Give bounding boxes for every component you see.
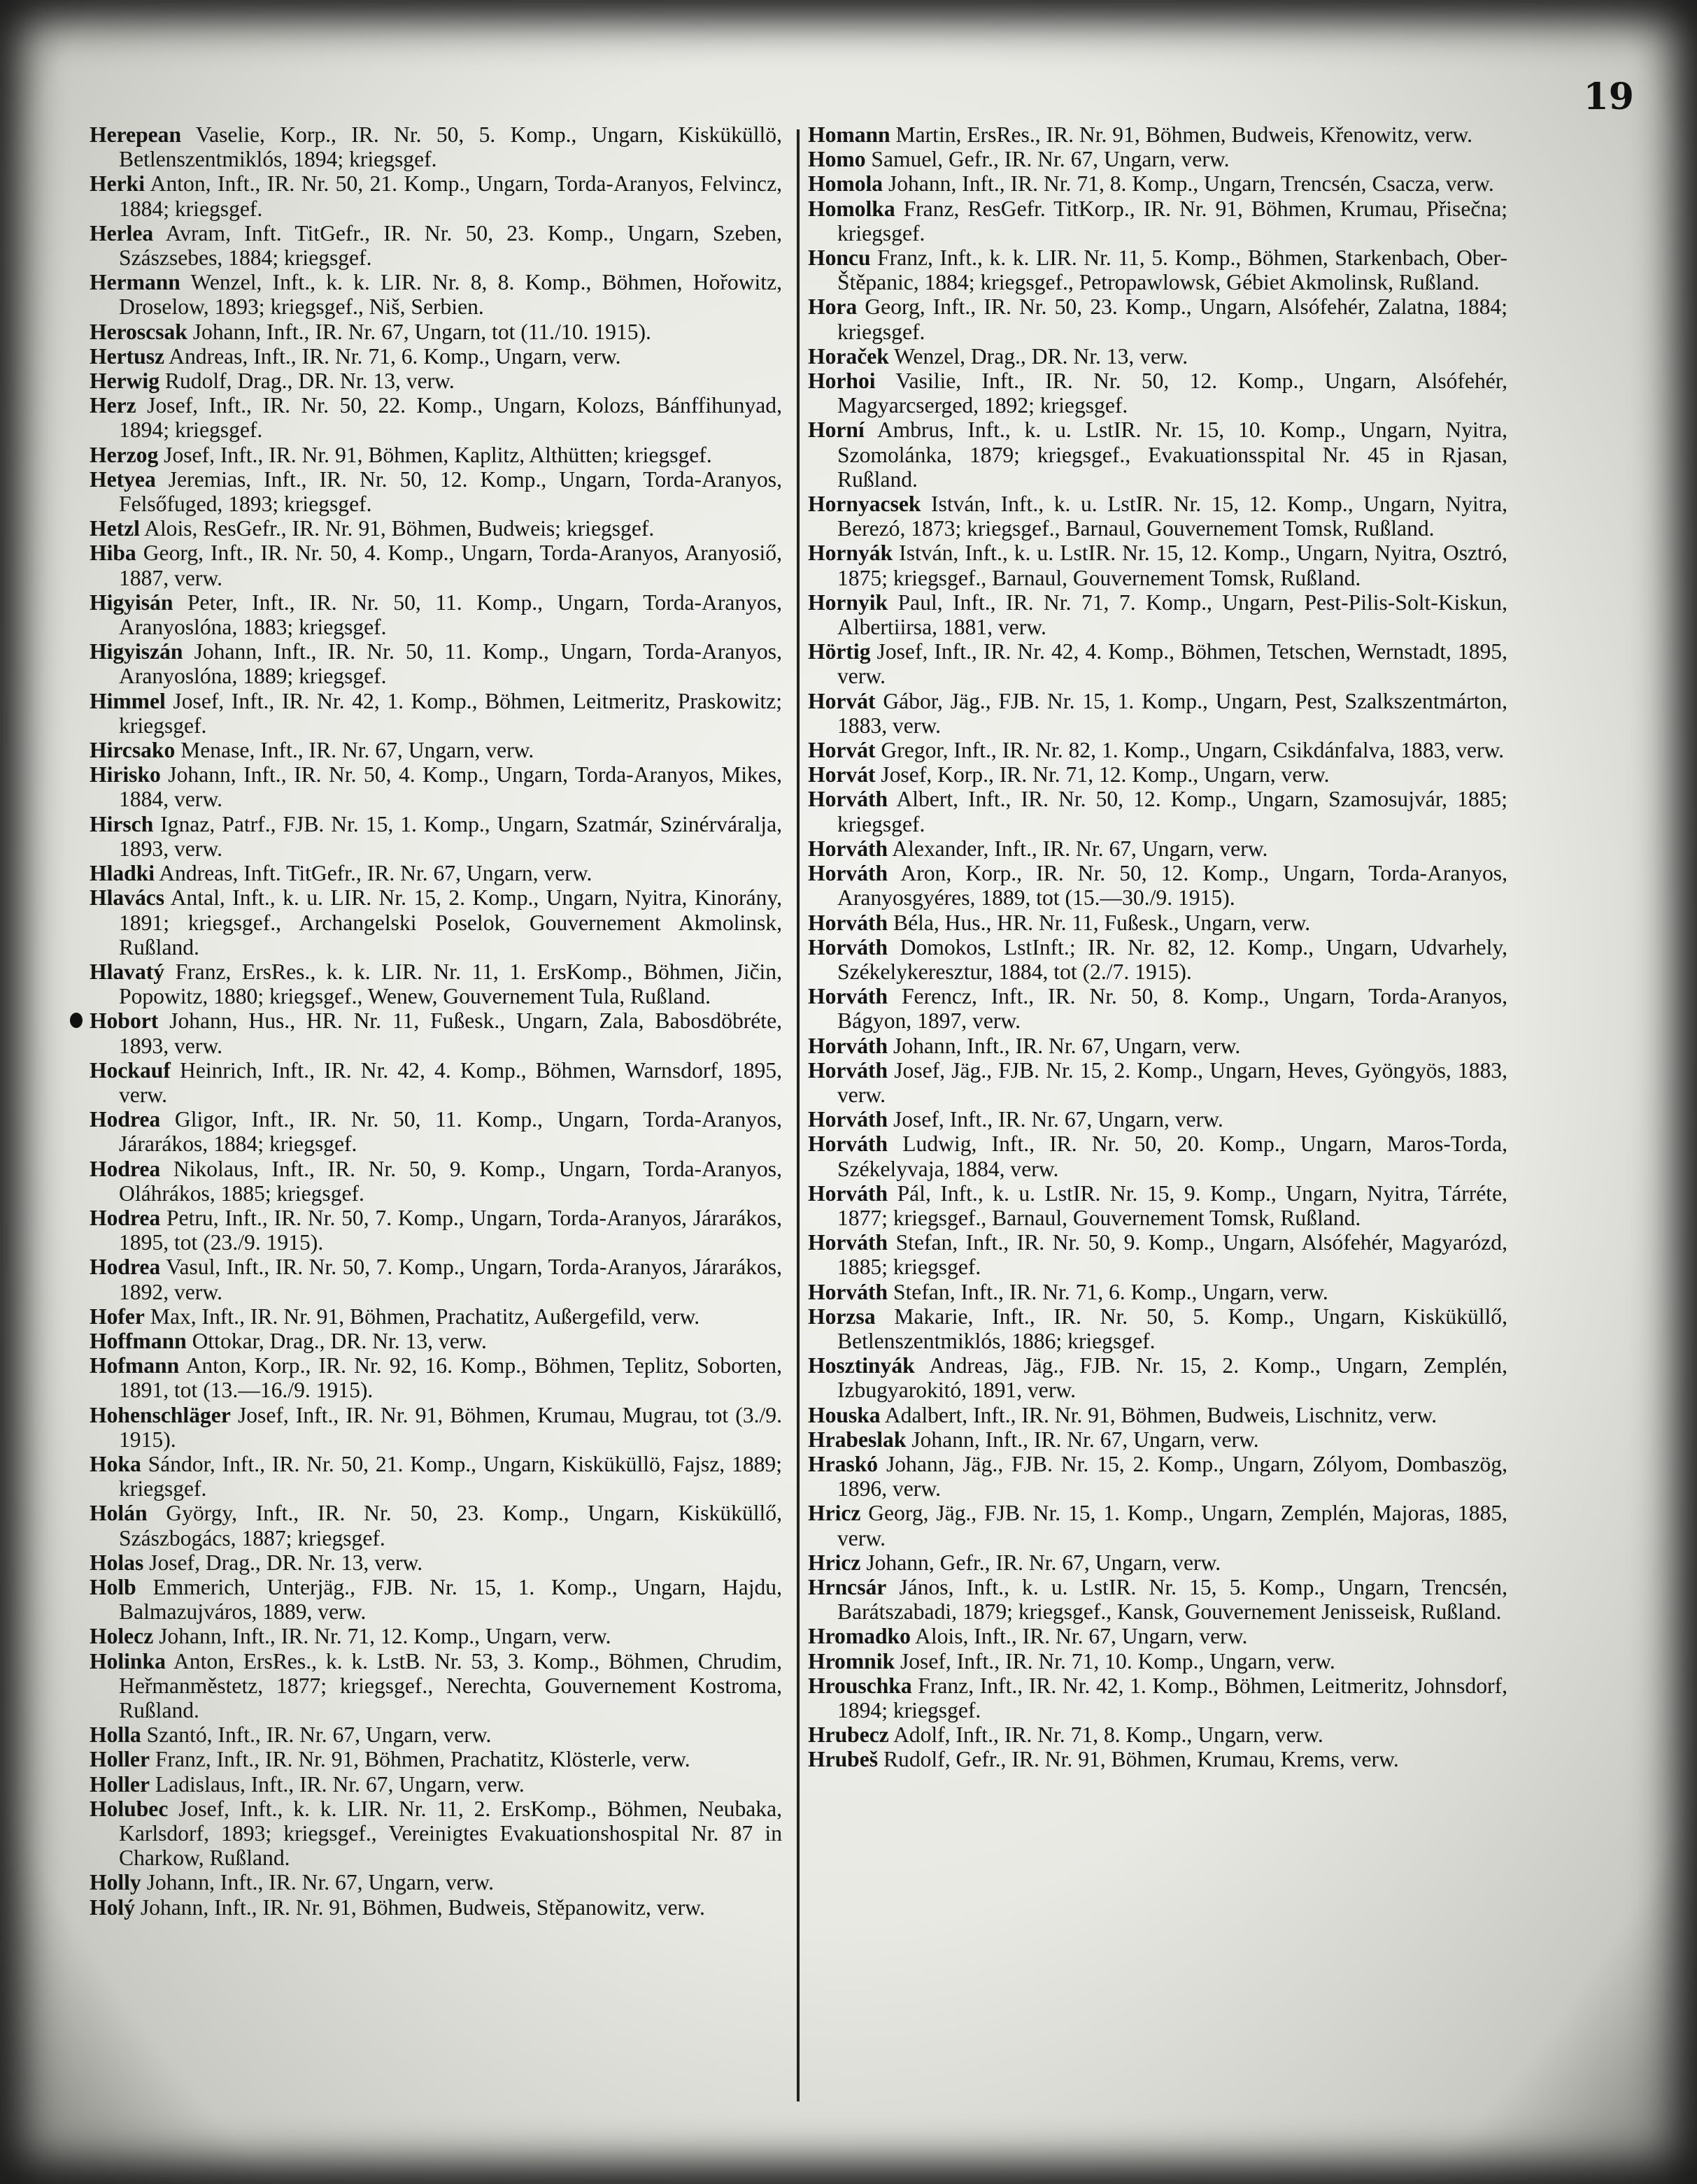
entry-details: Vasul, Inft., IR. Nr. 50, 7. Komp., Ungarn, Torda-Aranyos, Járarákos, 1892, verw. — [119, 1255, 782, 1304]
entry-details: Nikolaus, Inft., IR. Nr. 50, 9. Komp., Ungarn, Torda-Aranyos, Oláhrákos, 1885; kriegsgef. — [119, 1156, 782, 1206]
entry-details: Pál, Inft., k. u. LstIR. Nr. 15, 9. Komp., Ungarn, Nyitra, Tárréte, 1877; kriegsgef., Barnaul, Gouvernement Tomsk, Rußland. — [837, 1180, 1507, 1230]
entry-details: Johann, Inft., IR. Nr. 67, Ungarn, verw. — [888, 1033, 1241, 1058]
entry-details: Georg, Jäg., FJB. Nr. 15, 1. Komp., Ungarn, Zemplén, Majoras, 1885, verw. — [837, 1501, 1507, 1550]
entry-surname: Horváth — [808, 836, 888, 861]
entry-surname: Herlea — [90, 220, 154, 245]
entry-surname: Horváth — [808, 934, 888, 959]
register-entry — [90, 1206, 782, 1255]
entry-surname: Horváth — [808, 910, 888, 935]
register-entry — [808, 836, 1507, 861]
entry-surname: Hockauf — [90, 1057, 171, 1083]
entry-surname: Hetyea — [90, 466, 156, 492]
register-entry — [808, 417, 1507, 492]
register-entry — [90, 1870, 782, 1894]
entry-surname: Hraskó — [808, 1451, 879, 1476]
entry-surname: Hodrea — [90, 1255, 161, 1280]
entry-details: Ladislaus, Inft., IR. Nr. 67, Ungarn, verw. — [149, 1771, 525, 1797]
entry-details: Makarie, Inft., IR. Nr. 50, 5. Komp., Ungarn, Kisküküllő, Betlenszentmiklós, 1886; kriegsgef. — [837, 1304, 1507, 1353]
entry-details: Martin, ErsRes., IR. Nr. 91, Böhmen, Budweis, Křenowitz, verw. — [890, 122, 1473, 147]
register-entry — [808, 1230, 1507, 1279]
entry-surname: Holý — [90, 1894, 135, 1920]
register-entry — [90, 1772, 782, 1797]
entry-surname: Hirsch — [90, 811, 154, 836]
right-column — [808, 122, 1507, 1772]
entry-details: Franz, Inft., IR. Nr. 42, 1. Komp., Böhmen, Leitmeritz, Johnsdorf, 1894; kriegsgef. — [837, 1673, 1507, 1722]
register-entry — [90, 639, 782, 688]
entry-surname: Hromadko — [808, 1624, 911, 1649]
page-number: 19 — [1583, 76, 1634, 118]
entry-surname: Horzsa — [808, 1304, 876, 1329]
entry-surname: Hiba — [90, 541, 136, 566]
entry-surname: Hornyacsek — [808, 492, 921, 517]
entry-details: Adolf, Inft., IR. Nr. 71, 8. Komp., Ungarn, verw. — [888, 1722, 1323, 1748]
left-column — [90, 122, 782, 1920]
entry-surname: Holler — [90, 1747, 150, 1772]
entry-surname: Hricz — [808, 1501, 861, 1526]
entry-details: János, Inft., k. u. LstIR. Nr. 15, 5. Komp., Ungarn, Trencsén, Barátszabadi, 1879; kriegsgef., Kansk, Gouvernement Jenisseisk, Rußland. — [837, 1574, 1507, 1625]
register-entry — [90, 393, 782, 442]
register-entry — [90, 320, 782, 344]
entry-surname: Himmel — [90, 688, 166, 713]
entry-details: Josef, Korp., IR. Nr. 71, 12. Komp., Ungarn, verw. — [875, 762, 1330, 787]
entry-details: Franz, ErsRes., k. k. LIR. Nr. 11, 1. ErsKomp., Böhmen, Jičin, Popowitz, 1880; kriegsgef., Wenew, Gouvernement Tula, Rußland. — [119, 959, 782, 1009]
entry-details: Andreas, Inft., IR. Nr. 71, 6. Komp., Ungarn, verw. — [164, 343, 621, 369]
entry-surname: Hetzl — [90, 516, 140, 541]
entry-surname: Herki — [90, 171, 145, 197]
entry-details: Domokos, LstInft.; IR. Nr. 82, 12. Komp., Ungarn, Udvarhely, Székelykeresztur, 1884, tot (2./7. 1915). — [837, 934, 1507, 984]
entry-surname: Horváth — [808, 1107, 888, 1132]
entry-surname: Hobort — [90, 1008, 159, 1034]
register-entry — [808, 1624, 1507, 1648]
entry-details: Menase, Inft., IR. Nr. 67, Ungarn, verw. — [175, 738, 534, 763]
entry-details: Ignaz, Patrf., FJB. Nr. 15, 1. Komp., Ungarn, Szatmár, Szinérváralja, 1893, verw. — [119, 811, 782, 861]
entry-surname: Homolka — [808, 196, 895, 221]
entry-details: Josef, Inft., IR. Nr. 67, Ungarn, verw. — [888, 1107, 1223, 1132]
entry-surname: Hrubeš — [808, 1747, 879, 1772]
register-entry — [90, 1575, 782, 1624]
register-entry — [90, 541, 782, 590]
entry-surname: Herepean — [90, 122, 182, 147]
entry-details: Ottokar, Drag., DR. Nr. 13, verw. — [186, 1328, 487, 1353]
entry-surname: Hermann — [90, 270, 180, 295]
entry-details: Anton, Korp., IR. Nr. 92, 16. Komp., Böhmen, Teplitz, Soborten, 1891, tot (13.—16./9. 1915). — [119, 1353, 782, 1403]
register-entry — [808, 689, 1507, 738]
register-entry — [90, 1747, 782, 1771]
register-entry — [90, 1008, 782, 1057]
entry-surname: Hodrea — [90, 1205, 161, 1230]
entry-details: Rudolf, Gefr., IR. Nr. 91, Böhmen, Krumau, Krems, verw. — [878, 1747, 1399, 1772]
register-entry — [808, 197, 1507, 245]
register-entry — [808, 1722, 1507, 1747]
register-entry — [808, 1107, 1507, 1132]
entry-surname: Holinka — [90, 1648, 166, 1673]
register-entry — [90, 762, 782, 811]
entry-details: Josef, Inft., IR. Nr. 71, 10. Komp., Ungarn, verw. — [895, 1648, 1335, 1673]
register-entry — [808, 1501, 1507, 1550]
entry-surname: Horváth — [808, 984, 888, 1009]
register-entry — [90, 1649, 782, 1723]
entry-details: Gábor, Jäg., FJB. Nr. 15, 1. Komp., Ungarn, Pest, Szalkszentmárton, 1883, verw. — [837, 688, 1507, 738]
entry-details: Wenzel, Drag., DR. Nr. 13, verw. — [888, 343, 1188, 369]
register-entry — [808, 861, 1507, 910]
entry-surname: Hertusz — [90, 343, 165, 369]
entry-details: Alexander, Inft., IR. Nr. 67, Ungarn, verw. — [888, 836, 1268, 861]
entry-details: Josef, Inft., IR. Nr. 42, 1. Komp., Böhmen, Leitmeritz, Praskowitz; kriegsgef. — [119, 688, 782, 738]
register-entry — [90, 1722, 782, 1747]
register-entry — [90, 738, 782, 762]
register-entry — [90, 1329, 782, 1353]
entry-details: Josef, Inft., k. k. LIR. Nr. 11, 2. ErsKomp., Böhmen, Neubaka, Karlsdorf, 1893; kriegsgef., Vereinigtes Evakuationshospital Nr. 87 in Charkow, Rußland. — [119, 1796, 782, 1871]
entry-details: Johann, Inft., IR. Nr. 71, 12. Komp., Ungarn, verw. — [153, 1624, 611, 1649]
entry-surname: Horhoi — [808, 369, 876, 394]
register-entry — [808, 369, 1507, 417]
register-entry — [90, 885, 782, 959]
entry-details: Stefan, Inft., IR. Nr. 71, 6. Komp., Ungarn, verw. — [888, 1279, 1328, 1304]
register-entry — [808, 787, 1507, 836]
entry-surname: Hofmann — [90, 1353, 180, 1378]
entry-details: Max, Inft., IR. Nr. 91, Böhmen, Prachatitz, Außergefild, verw. — [144, 1304, 700, 1329]
register-entry — [90, 171, 782, 220]
entry-details: Johann, Inft., IR. Nr. 71, 8. Komp., Ungarn, Trencsén, Csacza, verw. — [883, 171, 1494, 197]
entry-surname: Heroscsak — [90, 319, 187, 344]
register-entry — [90, 1452, 782, 1501]
entry-surname: Horváth — [808, 1279, 888, 1304]
register-entry — [808, 1058, 1507, 1107]
entry-details: Adalbert, Inft., IR. Nr. 91, Böhmen, Budweis, Lischnitz, verw. — [880, 1402, 1437, 1427]
register-entry — [808, 492, 1507, 541]
entry-details: Alois, ResGefr., IR. Nr. 91, Böhmen, Budweis; kriegsgef. — [139, 516, 655, 541]
entry-surname: Higyiszán — [90, 639, 183, 664]
register-entry — [808, 1403, 1507, 1427]
entry-surname: Herwig — [90, 369, 160, 394]
entry-details: Wenzel, Inft., k. k. LIR. Nr. 8, 8. Komp., Böhmen, Hořowitz, Droselow, 1893; kriegsgef., Niš, Serbien. — [119, 270, 782, 320]
register-entry — [808, 1034, 1507, 1058]
entry-surname: Herzog — [90, 442, 159, 467]
register-entry — [808, 911, 1507, 935]
register-entry — [90, 1058, 782, 1107]
entry-surname: Holly — [90, 1870, 141, 1895]
entry-surname: Hora — [808, 294, 858, 320]
register-entry — [808, 1673, 1507, 1722]
entry-details: Ludwig, Inft., IR. Nr. 50, 20. Komp., Ungarn, Maros-Torda, Székelyvaja, 1884, verw. — [837, 1132, 1507, 1181]
entry-details: Josef, Drag., DR. Nr. 13, verw. — [143, 1550, 423, 1575]
register-entry — [90, 861, 782, 885]
register-entry — [90, 1403, 782, 1452]
entry-surname: Hrabeslak — [808, 1427, 907, 1452]
entry-details: Aron, Korp., IR. Nr. 50, 12. Komp., Ungarn, Torda-Aranyos, Aranyosgyéres, 1889, tot (15.—30./9. 1915). — [837, 861, 1507, 911]
register-entry — [808, 984, 1507, 1033]
entry-surname: Holecz — [90, 1624, 154, 1649]
register-entry — [808, 1280, 1507, 1304]
entry-details: Gligor, Inft., IR. Nr. 50, 11. Komp., Ungarn, Torda-Aranyos, Járarákos, 1884; kriegsgef. — [119, 1107, 782, 1157]
entry-details: Johann, Inft., IR. Nr. 50, 4. Komp., Ungarn, Torda-Aranyos, Mikes, 1884, verw. — [119, 762, 782, 812]
entry-details: Petru, Inft., IR. Nr. 50, 7. Komp., Ungarn, Torda-Aranyos, Járarákos, 1895, tot (23./9. 1915). — [119, 1205, 782, 1255]
entry-details: Samuel, Gefr., IR. Nr. 67, Ungarn, verw. — [865, 147, 1230, 172]
entry-details: Stefan, Inft., IR. Nr. 50, 9. Komp., Ungarn, Alsófehér, Magyarózd, 1885; kriegsgef. — [837, 1230, 1507, 1280]
entry-details: Josef, Inft., IR. Nr. 42, 4. Komp., Böhmen, Tetschen, Wernstadt, 1895, verw. — [837, 639, 1507, 689]
entry-details: Albert, Inft., IR. Nr. 50, 12. Komp., Ungarn, Szamosujvár, 1885; kriegsgef. — [837, 787, 1507, 836]
entry-surname: Hlavács — [90, 885, 165, 911]
entry-surname: Homann — [808, 122, 890, 147]
entry-surname: Horváth — [808, 1230, 888, 1255]
entry-surname: Holubec — [90, 1796, 169, 1821]
entry-details: Johann, Gefr., IR. Nr. 67, Ungarn, verw. — [860, 1550, 1221, 1575]
register-entry — [90, 443, 782, 467]
register-entry — [90, 122, 782, 171]
entry-surname: Houska — [808, 1402, 881, 1427]
register-entry — [808, 1649, 1507, 1673]
register-entry — [808, 1452, 1507, 1501]
entry-surname: Homo — [808, 147, 866, 172]
entry-details: Johann, Inft., IR. Nr. 91, Böhmen, Budweis, Stěpanowitz, verw. — [134, 1894, 705, 1920]
entry-details: Josef, Inft., IR. Nr. 50, 22. Komp., Ungarn, Kolozs, Bánffihunyad, 1894; kriegsgef. — [119, 393, 782, 443]
entry-surname: Holas — [90, 1550, 144, 1575]
entry-surname: Hirisko — [90, 762, 161, 787]
entry-details: István, Inft., k. u. LstIR. Nr. 15, 12. Komp., Ungarn, Nyitra, Osztró, 1875; kriegsgef., Barnaul, Gouvernement Tomsk, Rußland. — [837, 541, 1507, 590]
entry-surname: Homola — [808, 171, 883, 197]
entry-surname: Hircsako — [90, 738, 176, 763]
entry-details: Franz, ResGefr. TitKorp., IR. Nr. 91, Böhmen, Krumau, Přisečna; kriegsgef. — [837, 196, 1507, 245]
entry-details: Ambrus, Inft., k. u. LstIR. Nr. 15, 10. Komp., Ungarn, Nyitra, Szomolánka, 1879; kriegsgef., Evakuationsspital Nr. 45 in Rjasan, Rußland. — [837, 417, 1507, 492]
register-entry — [808, 1304, 1507, 1353]
register-entry — [90, 1255, 782, 1304]
entry-details: Johann, Jäg., FJB. Nr. 15, 2. Komp., Ungarn, Zólyom, Dombaszög, 1896, verw. — [837, 1451, 1507, 1501]
entry-details: Johann, Inft., IR. Nr. 50, 11. Komp., Ungarn, Torda-Aranyos, Aranyoslóna, 1889; kriegsgef. — [119, 639, 782, 689]
register-entry — [808, 344, 1507, 369]
entry-details: Ferencz, Inft., IR. Nr. 50, 8. Komp., Ungarn, Torda-Aranyos, Bágyon, 1897, verw. — [837, 984, 1507, 1034]
entry-details: Andreas, Inft. TitGefr., IR. Nr. 67, Ungarn, verw. — [155, 861, 592, 886]
entry-surname: Hrncsár — [808, 1574, 887, 1599]
register-entry — [808, 1550, 1507, 1575]
register-entry — [90, 590, 782, 639]
register-entry — [90, 1797, 782, 1871]
entry-surname: Hoffmann — [90, 1328, 187, 1353]
register-entry — [808, 738, 1507, 762]
register-entry — [808, 147, 1507, 171]
register-entry — [808, 1427, 1507, 1452]
entry-details: Vasilie, Inft., IR. Nr. 50, 12. Komp., Ungarn, Alsófehér, Magyarcserged, 1892; kriegsgef. — [837, 369, 1507, 418]
entry-details: Josef, Inft., IR. Nr. 91, Böhmen, Krumau, Mugrau, tot (3./9. 1915). — [119, 1402, 782, 1452]
entry-details: Avram, Inft. TitGefr., IR. Nr. 50, 23. Komp., Ungarn, Szeben, Szászsebes, 1884; kriegsgef. — [119, 220, 782, 271]
register-entry — [90, 1353, 782, 1402]
register-entry — [90, 369, 782, 393]
register-entry — [90, 467, 782, 516]
register-entry — [808, 935, 1507, 984]
entry-details: Johann, Inft., IR. Nr. 67, Ungarn, verw. — [141, 1870, 494, 1895]
entry-details: Rudolf, Drag., DR. Nr. 13, verw. — [159, 369, 455, 394]
entry-details: Gregor, Inft., IR. Nr. 82, 1. Komp., Ungarn, Csikdánfalva, 1883, verw. — [875, 738, 1505, 763]
register-entry — [90, 812, 782, 861]
register-entry — [90, 221, 782, 270]
entry-details: Franz, Inft., k. k. LIR. Nr. 11, 5. Komp., Böhmen, Starkenbach, Ober-Štěpanic, 1884; kriegsgef., Petropawlowsk, Gébiet Akmolinsk, Rußland. — [837, 245, 1507, 295]
entry-details: Georg, Inft., IR. Nr. 50, 4. Komp., Ungarn, Torda-Aranyos, Aranyosiő, 1887, verw. — [119, 541, 782, 590]
entry-surname: Hricz — [808, 1550, 861, 1575]
entry-surname: Hromnik — [808, 1648, 895, 1673]
entry-details: István, Inft., k. u. LstIR. Nr. 15, 12. Komp., Ungarn, Nyitra, Berezó, 1873; kriegsgef., Barnaul, Gouvernement Tomsk, Rußland. — [837, 492, 1507, 541]
register-entry — [90, 1107, 782, 1156]
register-entry — [808, 1575, 1507, 1624]
entry-surname: Hrouschka — [808, 1673, 912, 1698]
entry-surname: Higyisán — [90, 590, 173, 615]
entry-details: Josef, Jäg., FJB. Nr. 15, 2. Komp., Ungarn, Heves, Gyöngyös, 1883, verw. — [837, 1057, 1507, 1107]
entry-surname: Horváth — [808, 1057, 888, 1083]
entry-surname: Hrubecz — [808, 1722, 889, 1748]
entry-details: Sándor, Inft., IR. Nr. 50, 21. Komp., Ungarn, Kisküküllö, Fajsz, 1889; kriegsgef. — [119, 1451, 782, 1501]
register-entry — [808, 171, 1507, 196]
register-entry — [808, 122, 1507, 147]
margin-mark — [70, 1013, 83, 1028]
entry-details: György, Inft., IR. Nr. 50, 23. Komp., Ungarn, Kisküküllő, Szászbogács, 1887; kriegsgef. — [119, 1501, 782, 1550]
entry-details: Johann, Inft., IR. Nr. 67, Ungarn, verw. — [906, 1427, 1259, 1452]
entry-surname: Horváth — [808, 861, 888, 886]
entry-surname: Holla — [90, 1722, 141, 1748]
register-entry — [90, 1550, 782, 1575]
register-entry — [90, 959, 782, 1008]
register-entry — [808, 762, 1507, 787]
entry-surname: Horní — [808, 417, 865, 443]
entry-details: Vaselie, Korp., IR. Nr. 50, 5. Komp., Ungarn, Kisküküllö, Betlenszentmiklós, 1894; kriegsgef. — [119, 122, 782, 172]
entry-surname: Holán — [90, 1501, 148, 1526]
entry-surname: Hladki — [90, 861, 155, 886]
entry-details: Jeremias, Inft., IR. Nr. 50, 12. Komp., Ungarn, Torda-Aranyos, Felsőfuged, 1893; kriegsgef. — [119, 466, 782, 517]
entry-surname: Holb — [90, 1574, 136, 1599]
entry-surname: Honcu — [808, 245, 871, 271]
entry-surname: Hosztinyák — [808, 1353, 915, 1378]
register-entry — [90, 1501, 782, 1550]
entry-surname: Hofer — [90, 1304, 145, 1329]
entry-surname: Horvát — [808, 688, 876, 713]
entry-details: Johann, Hus., HR. Nr. 11, Fußesk., Ungarn, Zala, Babosdöbréte, 1893, verw. — [119, 1008, 782, 1058]
entry-surname: Horaček — [808, 343, 889, 369]
entry-surname: Horváth — [808, 1033, 888, 1058]
register-entry — [90, 270, 782, 319]
register-entry — [90, 1304, 782, 1329]
entry-surname: Horváth — [808, 1180, 888, 1206]
entry-details: Peter, Inft., IR. Nr. 50, 11. Komp., Ungarn, Torda-Aranyos, Aranyoslóna, 1883; kriegsgef. — [119, 590, 782, 640]
entry-details: Anton, ErsRes., k. k. LstB. Nr. 53, 3. Komp., Böhmen, Chrudim, Heřmanměstetz, 1877; kriegsgef., Nerechta, Gouvernement Kostroma, Rußland. — [119, 1648, 782, 1722]
register-entry — [808, 1132, 1507, 1180]
register-entry — [808, 1181, 1507, 1230]
register-entry — [90, 1624, 782, 1648]
register-entry — [808, 590, 1507, 639]
entry-surname: Hornyik — [808, 590, 888, 615]
register-entry — [90, 1895, 782, 1920]
entry-surname: Hohenschläger — [90, 1402, 231, 1427]
entry-surname: Hlavatý — [90, 959, 165, 984]
entry-details: Johann, Inft., IR. Nr. 67, Ungarn, tot (11./10. 1915). — [187, 319, 651, 344]
entry-details: Georg, Inft., IR. Nr. 50, 23. Komp., Ungarn, Alsófehér, Zalatna, 1884; kriegsgef. — [837, 294, 1507, 344]
entry-surname: Hörtig — [808, 639, 871, 664]
entry-details: Béla, Hus., HR. Nr. 11, Fußesk., Ungarn, verw. — [888, 910, 1311, 935]
entry-surname: Hodrea — [90, 1156, 161, 1181]
register-entry — [808, 541, 1507, 590]
register-entry — [808, 294, 1507, 343]
entry-surname: Horvát — [808, 738, 876, 763]
entry-surname: Hodrea — [90, 1107, 161, 1132]
entry-surname: Herz — [90, 393, 136, 418]
entry-surname: Holler — [90, 1771, 150, 1797]
entry-details: Heinrich, Inft., IR. Nr. 42, 4. Komp., Böhmen, Warnsdorf, 1895, verw. — [119, 1057, 782, 1107]
register-entry — [90, 1157, 782, 1206]
entry-surname: Horvát — [808, 762, 876, 787]
entry-details: Antal, Inft., k. u. LIR. Nr. 15, 2. Komp., Ungarn, Nyitra, Kinorány, 1891; kriegsgef., Archangelski Poselok, Gouvernement Akmolinsk, Rußland. — [119, 885, 782, 959]
entry-details: Josef, Inft., IR. Nr. 91, Böhmen, Kaplitz, Althütten; kriegsgef. — [158, 442, 712, 467]
entry-details: Franz, Inft., IR. Nr. 91, Böhmen, Prachatitz, Klösterle, verw. — [149, 1747, 690, 1772]
entry-details: Alois, Inft., IR. Nr. 67, Ungarn, verw. — [910, 1624, 1248, 1649]
entry-surname: Horváth — [808, 787, 888, 812]
entry-details: Anton, Inft., IR. Nr. 50, 21. Komp., Ungarn, Torda-Aranyos, Felvincz, 1884; kriegsgef. — [119, 171, 782, 221]
entry-details: Emmerich, Unterjäg., FJB. Nr. 15, 1. Komp., Ungarn, Hajdu, Balmazujváros, 1889, verw. — [119, 1574, 782, 1625]
entry-surname: Hornyák — [808, 541, 893, 566]
entry-surname: Horváth — [808, 1132, 888, 1157]
register-entry — [808, 1747, 1507, 1771]
register-entry — [808, 245, 1507, 294]
entry-details: Paul, Inft., IR. Nr. 71, 7. Komp., Ungarn, Pest-Pilis-Solt-Kiskun, Albertiirsa, 1881, verw. — [837, 590, 1507, 640]
entry-details: Andreas, Jäg., FJB. Nr. 15, 2. Komp., Ungarn, Zemplén, Izbugyarokitó, 1891, verw. — [837, 1353, 1507, 1403]
register-entry — [808, 1353, 1507, 1402]
column-divider — [797, 129, 800, 2101]
register-entry — [90, 344, 782, 369]
register-entry — [808, 639, 1507, 688]
register-entry — [90, 516, 782, 541]
entry-surname: Hoka — [90, 1451, 141, 1476]
register-entry — [90, 689, 782, 738]
entry-details: Szantó, Inft., IR. Nr. 67, Ungarn, verw. — [141, 1722, 492, 1748]
